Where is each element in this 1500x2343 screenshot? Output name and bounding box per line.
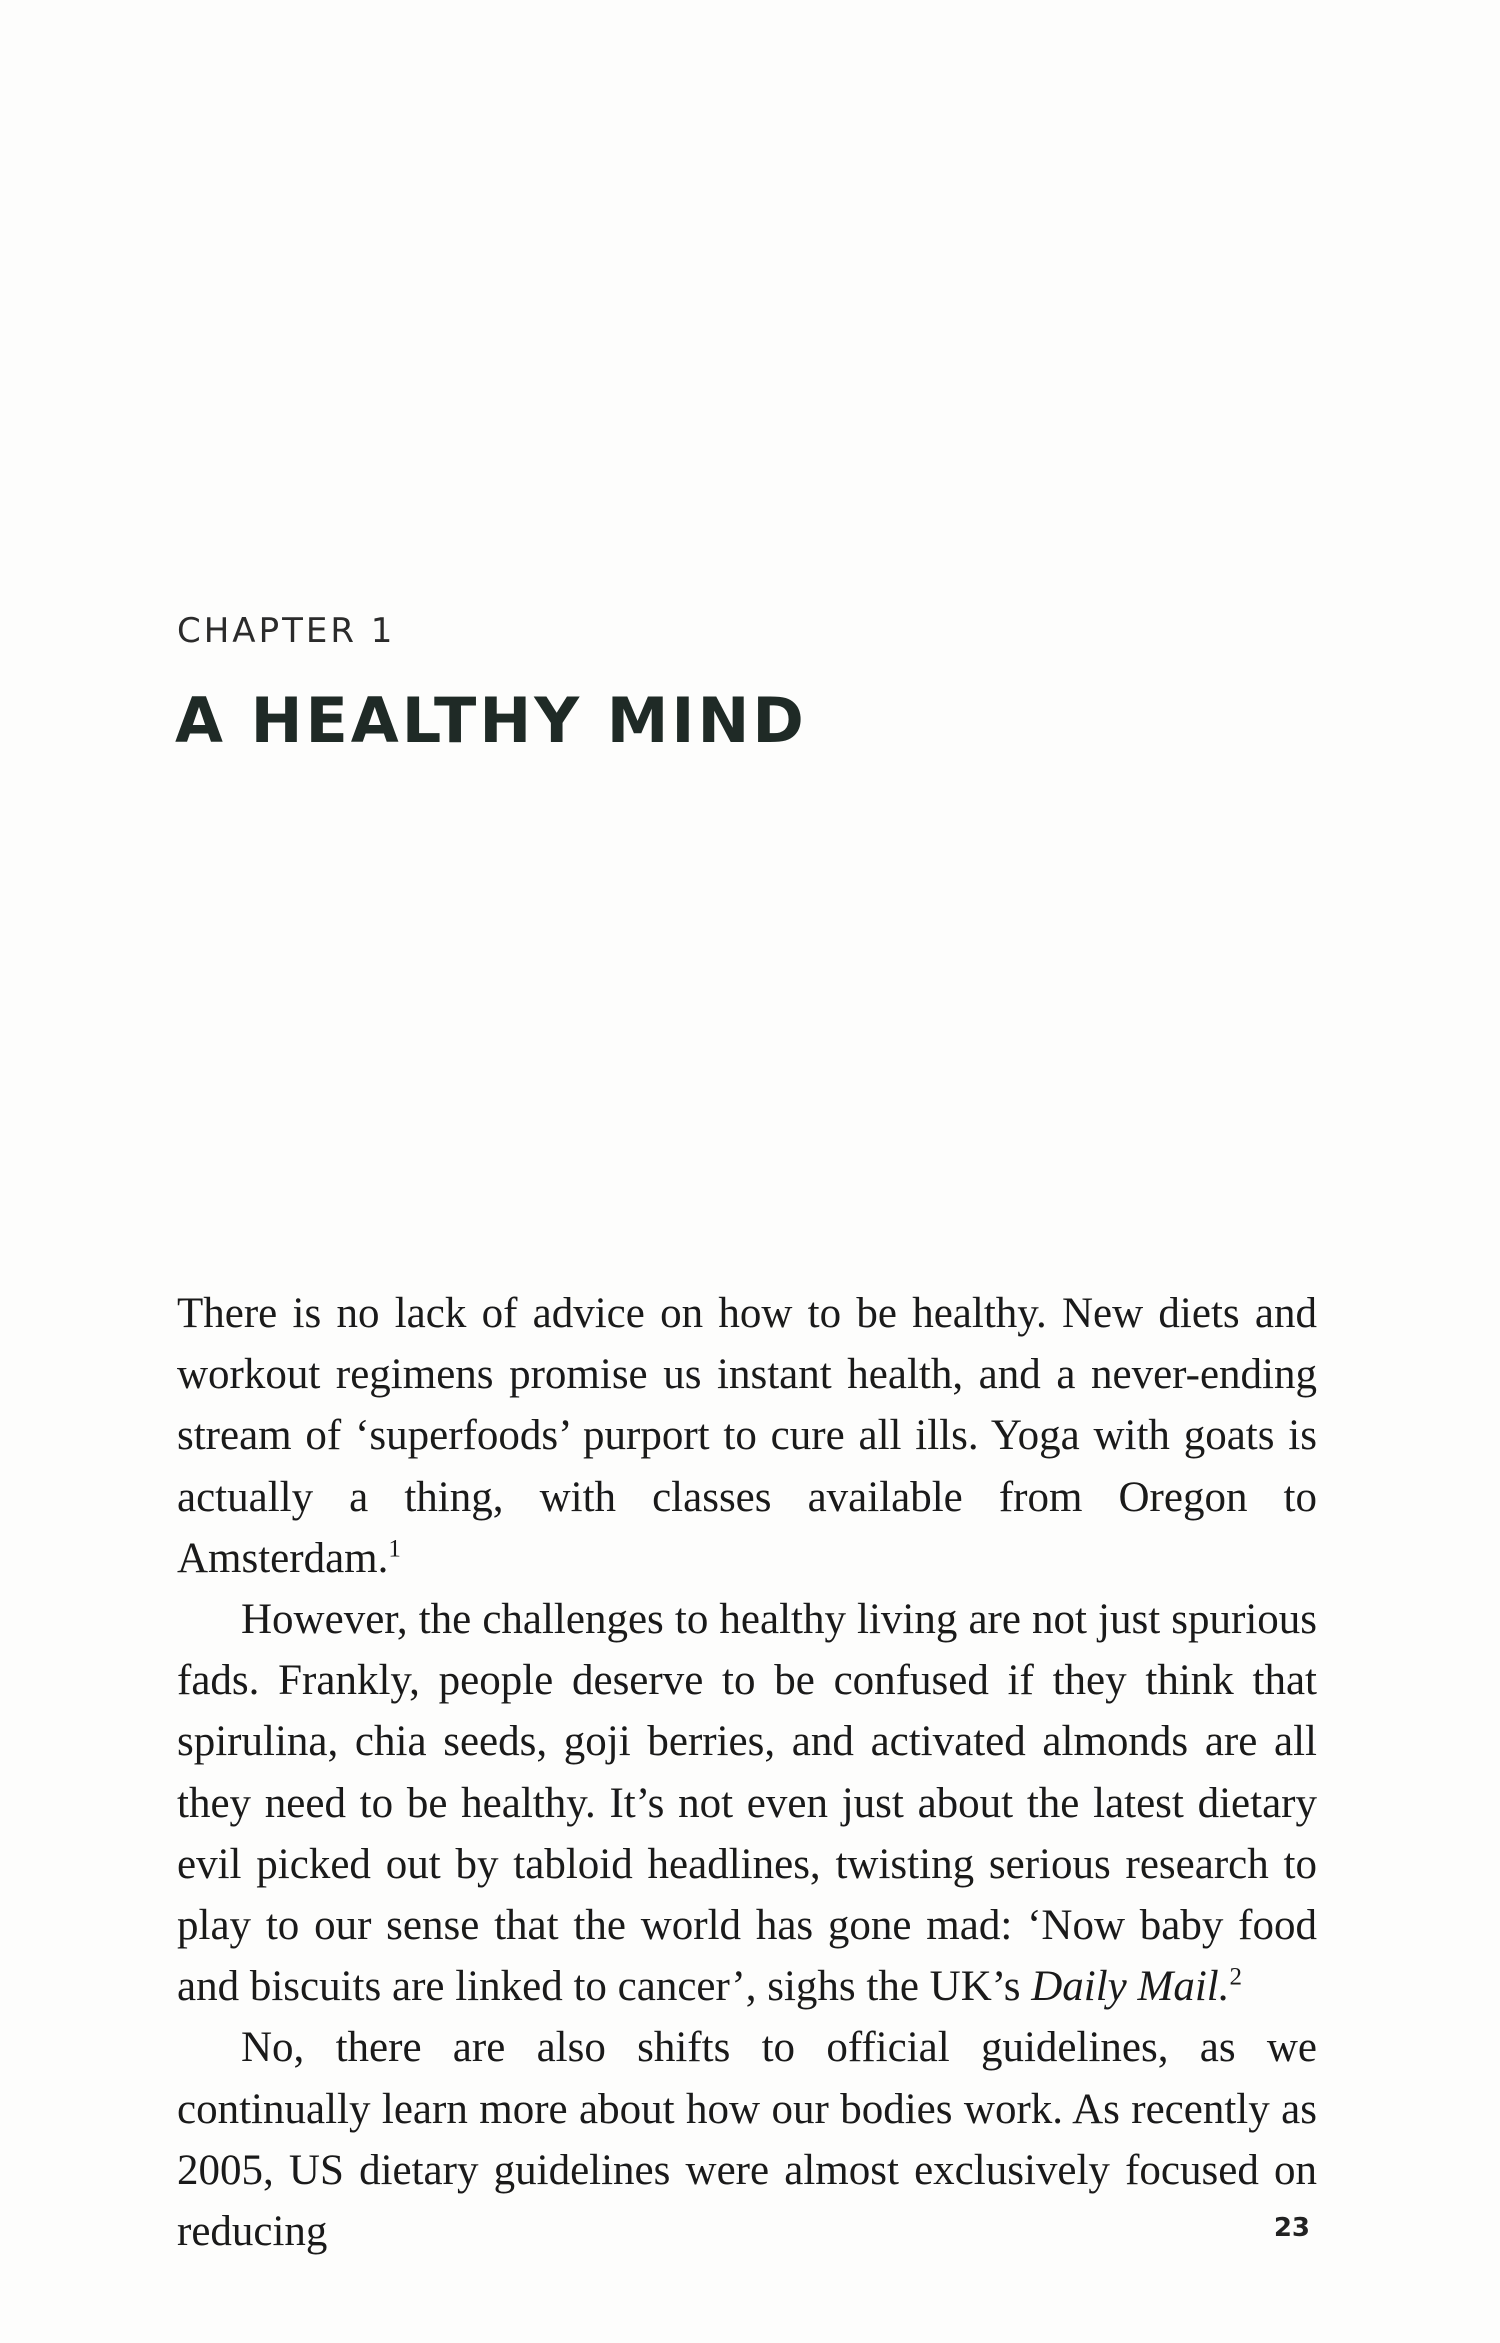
page-number: 23 [1273, 2213, 1310, 2243]
paragraph-2 [177, 1589, 1317, 2017]
chapter-title: A HEALTHY MIND [175, 684, 807, 757]
footnote-ref-1: 1 [388, 1535, 401, 1563]
paragraph-text: However, the challenges to healthy living are not just spurious fads. Frankly, people deserve to be confused if they think that spirulina, chia seeds, goji berries, and activated almonds are all they need to be healthy. It’s not even just about the latest dietary evil picked out by tabloid headlines, twisting serious research to play to our sense that the world has gone mad: ‘Now baby food and biscuits are linked to cancer’, sighs the UK’s [177, 1596, 1317, 2011]
paragraph-3 [177, 2017, 1317, 2262]
body-text [177, 1283, 1317, 2262]
paragraph-text: There is no lack of advice on how to be healthy. New diets and workout regimens promise us instant health, and a never-ending stream of ‘superfoods’ purport to cure all ills. Yoga with goats is actually a thing, with classes available from Oregon to Amsterdam. [177, 1290, 1317, 1582]
paragraph-text: No, there are also shifts to official guidelines, as we continually learn more about how our bodies work. As recently as 2005, US dietary guidelines were almost exclusively focused on reducing [177, 2024, 1317, 2256]
chapter-label: CHAPTER 1 [177, 611, 396, 651]
paragraph-1 [177, 1283, 1317, 1589]
footnote-ref-2: 2 [1229, 1963, 1242, 1991]
publication-title: Daily Mail. [1031, 1963, 1230, 2011]
